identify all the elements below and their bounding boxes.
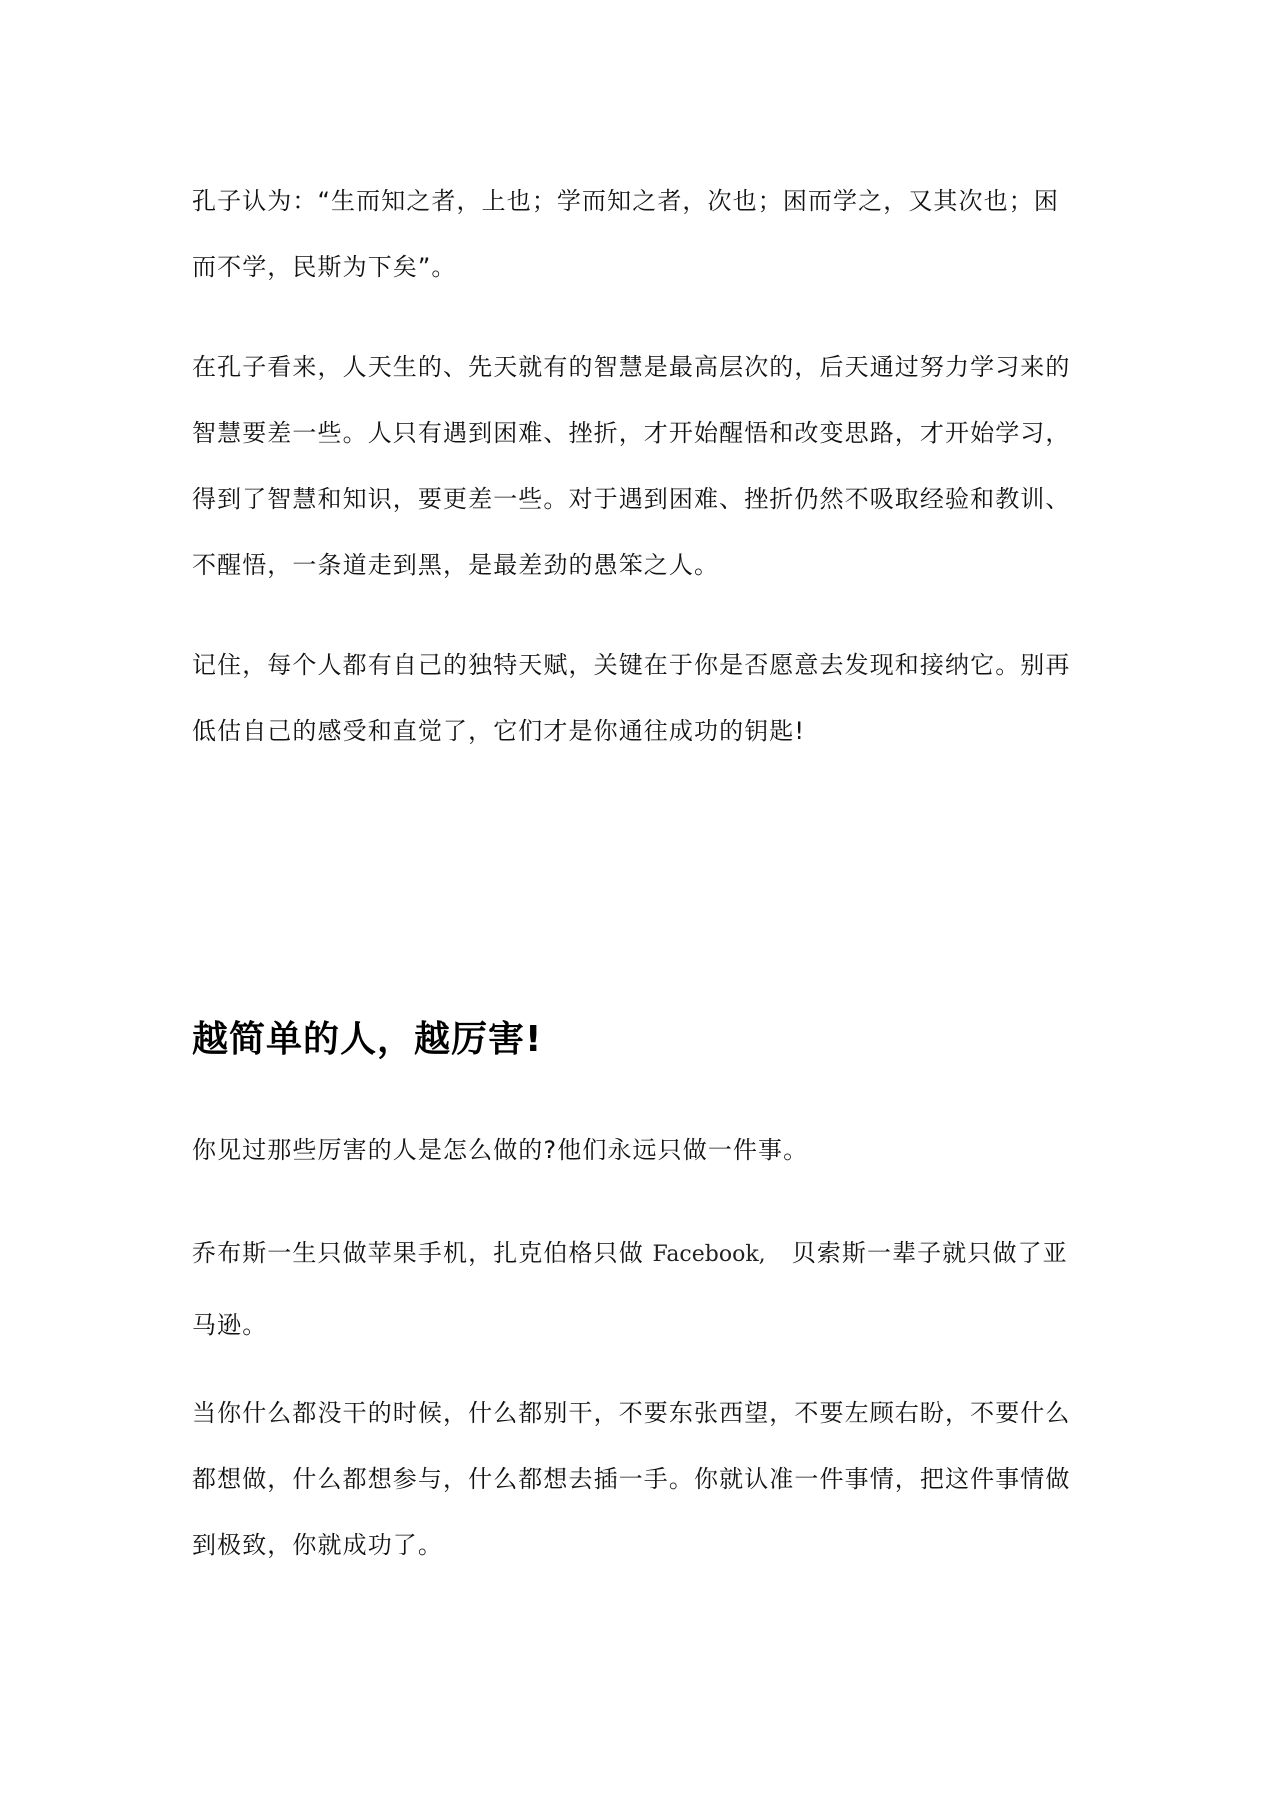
text-line: 你见过那些厉害的人是怎么做的?他们永远只做一件事。 (192, 1136, 809, 1164)
text-line: 记住，每个人都有自己的独特天赋，关键在于你是否愿意去发现和接纳它。别再 (192, 651, 1071, 679)
text-line: 孔子认为：“生而知之者，上也；学而知之者，次也；困而学之，又其次也；困 (192, 187, 1059, 215)
text-line: 智慧要差一些。人只有遇到困难、挫折，才开始醒悟和改变思路，才开始学习， (192, 419, 1071, 447)
text-line: 到极致，你就成功了。 (192, 1531, 443, 1559)
paragraph-examples (192, 1218, 1092, 1360)
text-line: 当你什么都没干的时候，什么都别干，不要东张西望，不要左顾右盼，不要什么 (192, 1399, 1071, 1427)
paragraph-confucius-explanation (192, 334, 1092, 598)
text-line: 而不学，民斯为下矣”。 (192, 253, 457, 281)
text-line: 低估自己的感受和直觉了，它们才是你通往成功的钥匙! (192, 717, 806, 745)
paragraph-talent (192, 632, 1092, 764)
paragraph-one-thing (192, 1125, 1092, 1175)
paragraph-focus-advice (192, 1380, 1092, 1578)
text-line (192, 1218, 1092, 1290)
text-line: 马逊。 (192, 1311, 268, 1339)
section-heading: 越简单的人，越厉害! (192, 1019, 543, 1060)
latin-text: Facebook, (652, 1242, 766, 1267)
text-segment: 贝索斯一辈子就只做了亚 (791, 1239, 1068, 1267)
text-line: 不醒悟，一条道走到黑，是最差劲的愚笨之人。 (192, 551, 720, 579)
text-line: 得到了智慧和知识，要更差一些。对于遇到困难、挫折仍然不吸取经验和教训、 (192, 485, 1071, 513)
text-segment: 乔布斯一生只做苹果手机，扎克伯格只做 (192, 1239, 644, 1267)
paragraph-confucius-quote (192, 168, 1092, 300)
text-line: 在孔子看来，人天生的、先天就有的智慧是最高层次的，后天通过努力学习来的 (192, 353, 1071, 381)
text-line: 都想做，什么都想参与，什么都想去插一手。你就认准一件事情，把这件事情做 (192, 1465, 1071, 1493)
